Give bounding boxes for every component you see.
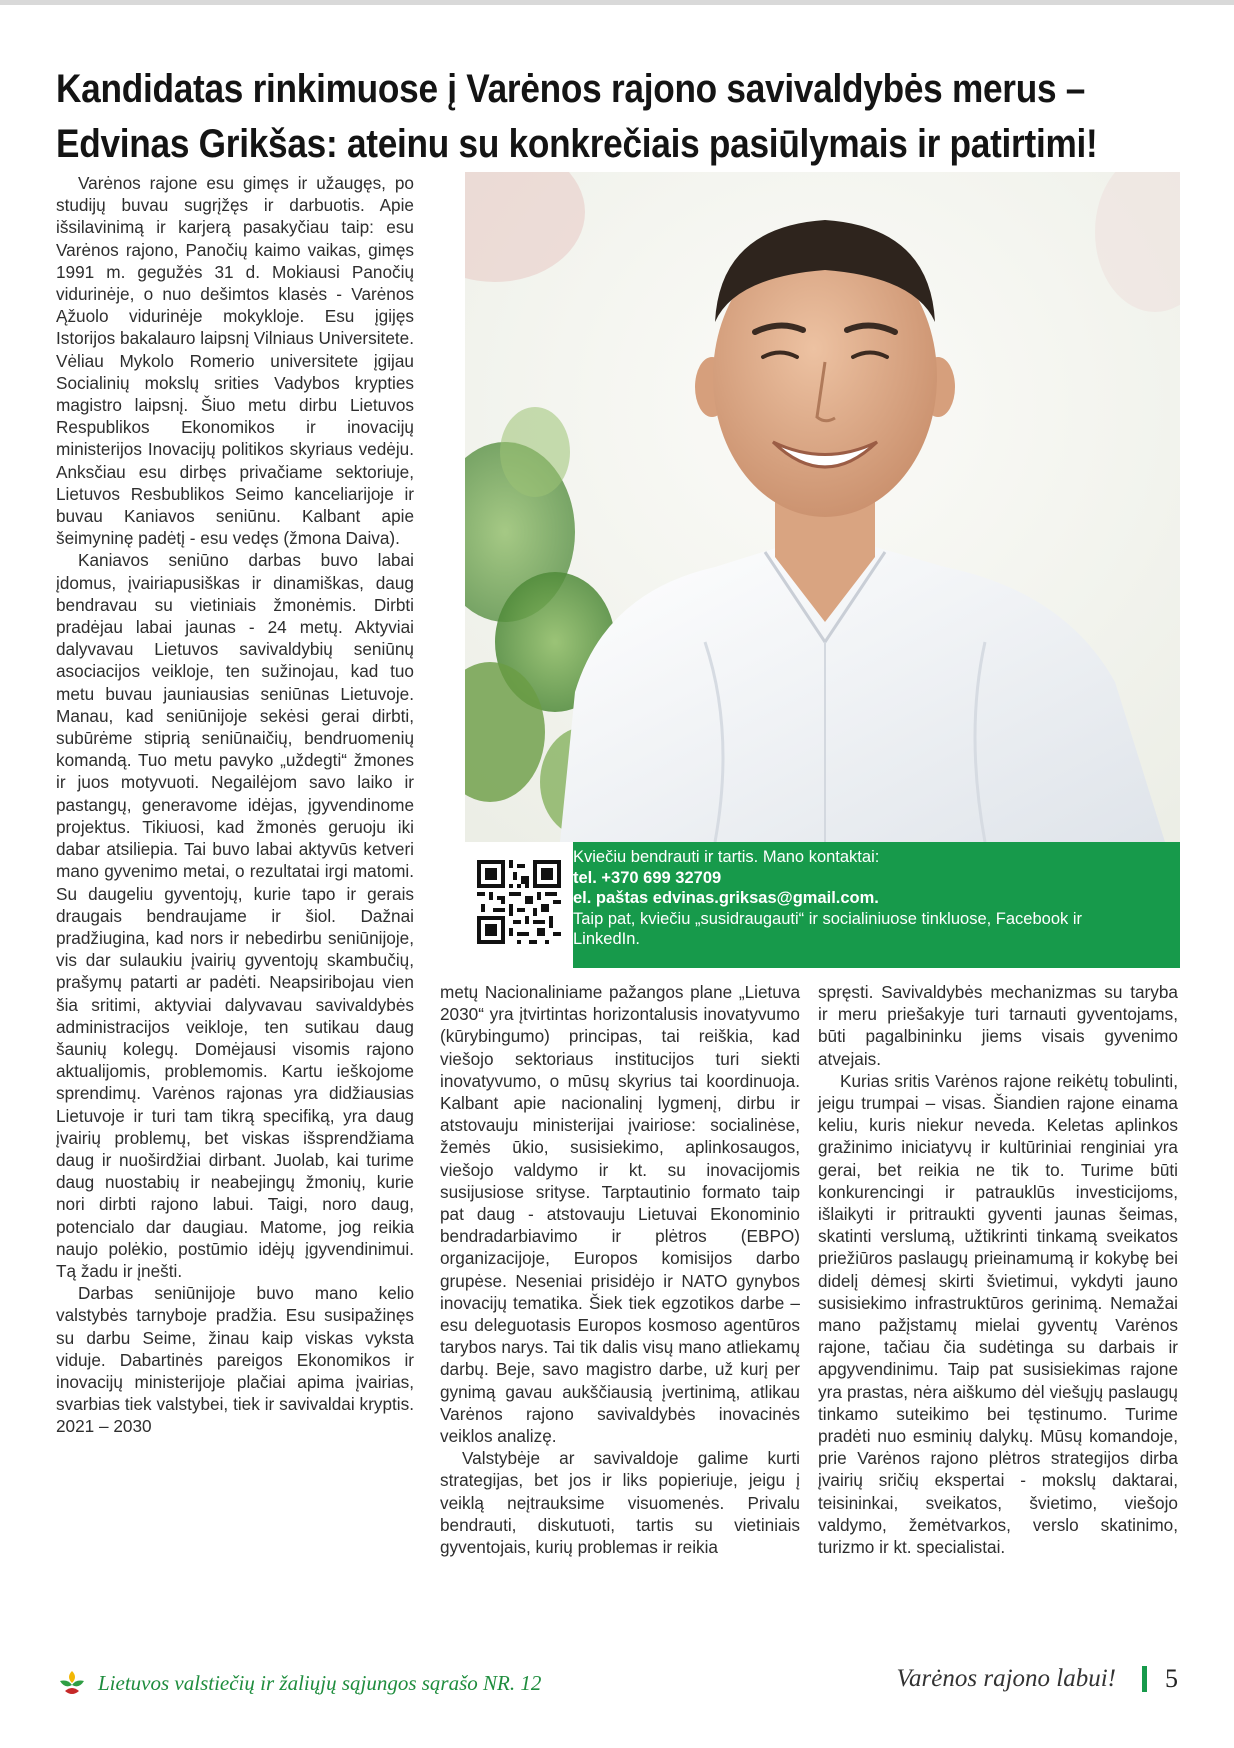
paragraph: Darbas seniūnijoje buvo mano kelio valstybės tarnyboje pradžia. Esu susipažinęs su darbu Seime, žinau kaip viskas vyksta viduje. Dabartinės pareigos Ekonomikos ir inovacijų ministerijoje plačiai apima įvairias, svarbias tiek valstybei, tiek ir savivaldai kryptis. 2021 – 2030 <box>56 1283 414 1437</box>
article-headline <box>56 62 1098 172</box>
qr-panel <box>465 842 573 968</box>
slogan: Varėnos rajono labui! <box>896 1665 1116 1692</box>
party-list-text: Lietuvos valstiečių ir žaliųjų sąjungos sąrašo NR. 12 <box>98 1670 542 1695</box>
paragraph: Kurias sritis Varėnos rajone reikėtų tobulinti, jeigu trumpai – visas. Šiandien rajone einama keliu, kuris niekur neveda. Keletas aplinkos gražinimo iniciatyvų ir kultūriniai renginiai yra gerai, bet reikia ne tik to. Turime būti konkurencingi ir patrauklūs investicijoms, išlaikyti ir pritraukti gyventi jaunas šeimas, skatinti verslumą, užtikrinti tinkamą sveikatos priežiūros paslaugų prieinamumą ir kokybę bei didelį dėmesį skirti švietimui, vykdyti jauno susisiekimo infrastruktūros gerinimą. Nemažai mano pažįstamų mielai gyventų Varėnos rajone, tačiau čia sudėtinga su darbais ir apgyvendinimu. Taip pat susisiekimas rajone yra prastas, nėra aiškumo dėl viešųjų paslaugų tinkamo suteikimo bei tęstinumo. Turime pradėti nuo esminių dalykų. Mūsų komandoje, prie Varėnos rajono plėtros strategijos dirba įvairių sričių ekspertai - mokslų daktarai, teisininkai, sveikatos, švietimo, viešojo valdymo, žemėtvarkos, verslo skatinimo, turizmo ir kt. specialistai. <box>818 1070 1178 1558</box>
contact-social-line-2: LinkedIn. <box>573 930 640 948</box>
headline-line-1: Kandidatas rinkimuose į Varėnos rajono savivaldybės merus – <box>56 67 1086 111</box>
contact-phone[interactable]: tel. +370 699 32709 <box>573 868 722 887</box>
contact-box <box>465 842 1180 968</box>
paragraph: metų Nacionaliniame pažangos plane „Lietuva 2030“ yra įtvirtintas horizontalusis inovatyvumo (kūrybingumo) principas, tai reiškia, kad viešojo sektoriaus institucijos turi siekti inovatyvumo, o mūsų skyrius tai koordinuoja. Kalbant apie nacionalinį lygmenį, dirbu ir atstovauju ministerijai įvairiose: socialinėse, žemės ūkio, susisiekimo, aplinkosaugos, viešojo valdymo ir kt. su inovacijomis susijusiose srityse. Tarptautinio formato taip pat daug - atstovauju Lietuvai Ekonominio bendradarbiavimo ir plėtros (EBPO) organizacijoje, Europos komisijos darbo grupėse. Neseniai prisidėjo ir NATO gynybos inovacijų tematika. Šiek tiek egzotikos darbe – esu deleguotasis Europos kosmoso agentūros tarybos narys. Tai tik dalis visų mano atliekamų darbų. Beje, savo magistro darbe, už kurį per gynimą gavau aukščiausią įvertinimą, atlikau Varėnos rajono savivaldybės inovacinės veiklos analizę. <box>440 982 800 1447</box>
article-column-middle <box>440 981 800 1558</box>
paragraph: Valstybėje ar savivaldoje galime kurti strategijas, bet jos ir liks popieriuje, jeigu į veiklą neįtrauksime visuomenės. Privalu bendrauti, diskutuoti, tartis su vietiniais gyventojais, kurių problemas ir reikia <box>440 1448 800 1558</box>
contact-email[interactable]: el. paštas edvinas.griksas@gmail.com. <box>573 889 879 907</box>
footer-divider <box>1142 1666 1147 1692</box>
contact-info <box>573 847 1173 950</box>
contact-invite: Kviečiu bendrauti ir tartis. Mano kontaktai: <box>573 848 880 866</box>
party-logo-icon <box>56 1667 88 1699</box>
qr-code-icon[interactable] <box>477 860 561 944</box>
page-number: 5 <box>1165 1664 1178 1693</box>
paragraph: spręsti. Savivaldybės mechanizmas su taryba ir meru priešakyje turi tarnauti gyventojams, būti pagalbininku jiems visais gyvenimo atvejais. <box>818 982 1178 1069</box>
footer-right <box>897 1664 1178 1694</box>
footer-party <box>56 1666 541 1700</box>
candidate-photo <box>465 172 1180 842</box>
headline-line-2: Edvinas Grikšas: ateinu su konkrečiais pasiūlymais ir patirtimi! <box>56 122 1098 166</box>
top-border <box>0 0 1234 5</box>
contact-social-line-1: Taip pat, kviečiu „susidraugauti“ ir socialiniuose tinkluose, Facebook ir <box>573 909 1082 928</box>
paragraph: Varėnos rajone esu gimęs ir užaugęs, po studijų buvau sugrįžęs ir darbuotis. Apie išsilavinimą ir karjerą pasakyčiau taip: esu Varėnos rajono, Panočių kaimo vaikas, gimęs 1991 m. gegužės 31 d. Mokiausi Panočių vidurinėje, o nuo dešimtos klasės - Varėnos Ąžuolo vidurinėje mokykloje. Esu įgijęs Istorijos bakalauro laipsnį Vilniaus Universitete. Vėliau Mykolo Romerio universitete įgijau Socialinių mokslų srities Vadybos krypties magistro laipsnį. Šiuo metu dirbu Lietuvos Respublikos Ekonomikos ir inovacijų ministerijos Inovacijų politikos skyriaus vedėju. Anksčiau esu dirbęs privačiame sektoriuje, Lietuvos Resbublikos Seimo kanceliarijoje ir buvau Kaniavos seniūnu. Kalbant apie šeimyninę padėtį - esu vedęs (žmona Daiva). <box>56 173 414 549</box>
paragraph: Kaniavos seniūno darbas buvo labai įdomus, įvairiapusiškas ir dinamiškas, daug bendravau su vietiniais žmonėmis. Dirbti pradėjau labai jaunas - 24 metų. Aktyviai dalyvavau Lietuvos savivaldybių seniūnų asociacijos veikloje, ten sužinojau, kad tuo metu buvau jauniausias seniūnas Lietuvoje. Manau, kad seniūnijoje sekėsi gerai dirbti, subūrėme stiprią seniūnaičių, bendruomenių komandą. Tuo metu pavyko „uždegti“ žmones ir juos motyvuoti. Negailėjom savo laiko ir pastangų, generavome idėjas, įgyvendinome projektus. Tikiuosi, kad žmonės geruoju iki dabar atsiliepia. Tai buvo labai aktyvūs ketveri mano gyvenimo metai, o rezultatai irgi matomi. Su daugeliu gyventojų, kurie tapo ir gerais draugais bendraujame ir šiol. Dažnai pradžiugina, kad nors ir nebedirbu seniūnijoje, vis dar sulaukiu įvairių gyventojų skambučių, prašymų patarti ar padėti. Neapsiribojau vien šia sritimi, aktyviai dalyvavau savivaldybės administracijos veikloje, ten sutikau daug šaunių kolegų. Domėjausi visomis rajono aktualijomis, problemomis. Kartu ieškojome sprendimų. Varėnos rajonas yra didžiausias Lietuvoje ir turi tam tikrą specifiką, yra daug įvairių problemų, bet viskas išsprendžiama daug ir nuoširdžiai dirbant. Juolab, kai turime daug nuostabių ir neabejingų žmonių, kurie nori dirbti rajono labui. Taigi, noro daug, potencialo dar daugiau. Matome, jog reikia naujo polėkio, postūmio idėjų įgyvendinimui. Tą žadu ir įnešti. <box>56 550 414 1281</box>
article-column-right <box>818 981 1178 1558</box>
article-column-left <box>56 172 414 1438</box>
